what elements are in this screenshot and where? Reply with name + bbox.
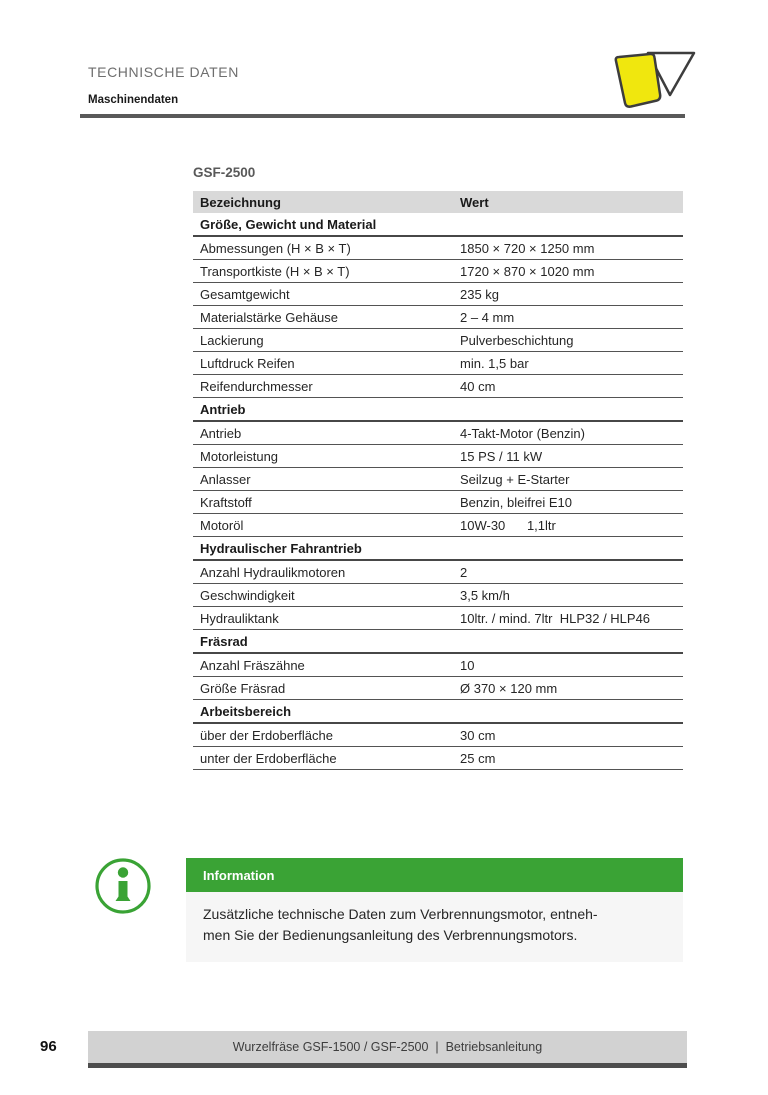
table-row [193, 560, 683, 584]
spec-value: 1720 × 870 × 1020 mm [453, 260, 683, 283]
footer-text: Wurzelfräse GSF-1500 / GSF-2500 | Betriebsanleitung [232, 1040, 543, 1054]
table-row [193, 236, 683, 260]
spec-value: Benzin, bleifrei E10 [453, 491, 683, 514]
spec-label: Anlasser [193, 468, 453, 491]
column-header-bezeichnung: Bezeichnung [193, 191, 453, 213]
section-label: Antrieb [193, 398, 683, 422]
spec-label: Anzahl Fräszähne [193, 653, 453, 677]
table-section-row [193, 700, 683, 724]
table-header-row [193, 191, 683, 213]
spec-label: Kraftstoff [193, 491, 453, 514]
page-number: 96 [40, 1038, 57, 1055]
spec-value: 30 cm [453, 723, 683, 747]
info-note-text [186, 892, 683, 962]
table-section-row [193, 213, 683, 236]
footer-bar [88, 1031, 687, 1068]
table-row [193, 723, 683, 747]
table-row [193, 653, 683, 677]
table-row [193, 445, 683, 468]
spec-label: Abmessungen (H × B × T) [193, 236, 453, 260]
spec-label: Materialstärke Gehäuse [193, 306, 453, 329]
table-row [193, 514, 683, 537]
table-section-row [193, 398, 683, 422]
information-note [186, 858, 683, 962]
table-section-row [193, 537, 683, 561]
table-row [193, 677, 683, 700]
spec-label: über der Erdoberfläche [193, 723, 453, 747]
table-row [193, 283, 683, 306]
info-note-line-2: men Sie der Bedienungsanleitung des Verbrennungsmotors. [203, 927, 578, 943]
table-row [193, 607, 683, 630]
spec-value: 40 cm [453, 375, 683, 398]
table-row [193, 584, 683, 607]
model-title: GSF-2500 [193, 165, 256, 180]
spec-value: 1850 × 720 × 1250 mm [453, 236, 683, 260]
info-icon [93, 856, 153, 916]
spec-table [193, 191, 683, 770]
spec-value: Seilzug + E-Starter [453, 468, 683, 491]
spec-value: 10ltr. / mind. 7ltr HLP32 / HLP46 [453, 607, 683, 630]
spec-label: Motoröl [193, 514, 453, 537]
spec-value: 235 kg [453, 283, 683, 306]
spec-value: min. 1,5 bar [453, 352, 683, 375]
spec-label: Antrieb [193, 421, 453, 445]
spec-label: Motorleistung [193, 445, 453, 468]
info-note-title: Information [186, 858, 683, 892]
table-row [193, 329, 683, 352]
spec-label: Anzahl Hydraulikmotoren [193, 560, 453, 584]
spec-value: 2 [453, 560, 683, 584]
spec-section [193, 165, 683, 770]
spec-label: Gesamtgewicht [193, 283, 453, 306]
table-row [193, 375, 683, 398]
table-row [193, 491, 683, 514]
spec-value: 15 PS / 11 kW [453, 445, 683, 468]
info-note-line-1: Zusätzliche technische Daten zum Verbrennungsmotor, entneh- [203, 906, 598, 922]
table-row [193, 352, 683, 375]
spec-value: 25 cm [453, 747, 683, 770]
spec-value: 3,5 km/h [453, 584, 683, 607]
spec-label: Größe Fräsrad [193, 677, 453, 700]
section-label: Fräsrad [193, 630, 683, 654]
spec-label: unter der Erdoberfläche [193, 747, 453, 770]
section-label: Arbeitsbereich [193, 700, 683, 724]
header-divider [80, 114, 685, 118]
spec-label: Luftdruck Reifen [193, 352, 453, 375]
spec-table-body [193, 213, 683, 770]
table-row [193, 747, 683, 770]
table-row [193, 468, 683, 491]
brand-logo-icon [598, 50, 698, 116]
table-row [193, 421, 683, 445]
section-label: Größe, Gewicht und Material [193, 213, 683, 236]
table-row [193, 260, 683, 283]
spec-value: 10W-30 1,1ltr [453, 514, 683, 537]
spec-value: Ø 370 × 120 mm [453, 677, 683, 700]
spec-label: Geschwindigkeit [193, 584, 453, 607]
spec-value: 10 [453, 653, 683, 677]
page-title: TECHNISCHE DATEN [88, 64, 239, 80]
spec-label: Reifendurchmesser [193, 375, 453, 398]
spec-label: Hydrauliktank [193, 607, 453, 630]
column-header-wert: Wert [453, 191, 683, 213]
spec-label: Transportkiste (H × B × T) [193, 260, 453, 283]
spec-value: 4-Takt-Motor (Benzin) [453, 421, 683, 445]
table-section-row [193, 630, 683, 654]
spec-label: Lackierung [193, 329, 453, 352]
page-subtitle: Maschinendaten [88, 94, 179, 106]
spec-value: 2 – 4 mm [453, 306, 683, 329]
table-row [193, 306, 683, 329]
spec-value: Pulverbeschichtung [453, 329, 683, 352]
section-label: Hydraulischer Fahrantrieb [193, 537, 683, 561]
